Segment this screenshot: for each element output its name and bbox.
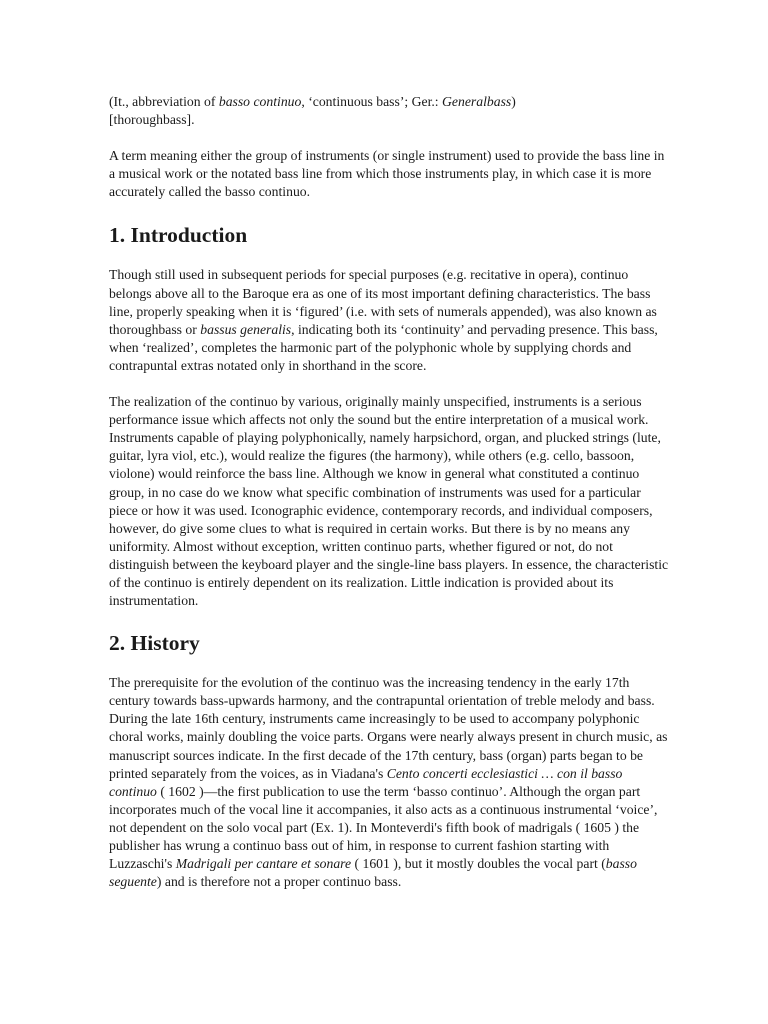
- paragraph-text: ( 1601 ), but it mostly doubles the vocal part (: [351, 856, 606, 872]
- section-heading-history: 2. History: [109, 631, 200, 656]
- title-cento-concerti: Cento concerti ecclesiastici … con il basso continuo: [109, 765, 623, 799]
- etymology-crossref: [thoroughbass].: [109, 112, 195, 128]
- etymology-paragraph: [109, 93, 672, 129]
- history-paragraph-1: [109, 674, 672, 891]
- introduction-paragraph-2: The realization of the continuo by various, originally mainly unspecified, instruments is a serious performance issue which affects not only the sound but the entire interpretation of a musical work. Instruments capable of playing polyphonically, namely harpsichord, organ, and plucked strings (lute, guitar, lyra viol, etc.), would realize the figures (the harmony), while others (e.g. cello, bassoon, violone) would reinforce the bass line. Although we know in general what constituted a continuo group, in no case do we know what specific combination of instruments was used for a particular piece or how it was used. Iconographic evidence, contemporary records, and individual composers, however, do give some clues to what is required in certain works. But there is by no means any uniformity. Almost without exception, written continuo parts, whether figured or not, do not distinguish between the keyboard player and the single-line bass players. In essence, the characteristic of the continuo is entirely dependent on its realization. Little indication is provided about its instrumentation.: [109, 394, 669, 609]
- paragraph-text: The prerequisite for the evolution of the continuo was the increasing tendency in the early 17th century towards bass-upwards harmony, and the contrapuntal orientation of treble melody and bass. During the late 16th century, instruments came increasingly to be used to accompany polyphonic choral works, mainly doubling the voice parts. Organs were nearly always present in church music, as manuscript sources indicate. In the first decade of the 17th century, bass (organ) parts began to be printed separately from the voices, as in Viadana's: [109, 675, 668, 781]
- paragraph-text: , indicating both its ‘continuity’ and pervading presence. This bass, when ‘realized’, completes the harmonic part of the polyphonic whole by supplying chords and contrapuntal extras notated only in shorthand in the score.: [109, 321, 658, 373]
- definition-paragraph: A term meaning either the group of instruments (or single instrument) used to provide the bass line in a musical work or the notated bass line from which those instruments play, in which case it is more accurately called the basso continuo.: [109, 148, 665, 200]
- paragraph-text: ) and is therefore not a proper continuo bass.: [156, 874, 402, 890]
- title-madrigali: Madrigali per cantare et sonare: [175, 856, 352, 872]
- section-heading-introduction: 1. Introduction: [109, 223, 248, 248]
- term-basso-seguente: basso seguente: [109, 856, 637, 890]
- term-bassus-generalis: bassus generalis: [200, 321, 292, 337]
- paragraph-text: Though still used in subsequent periods for special purposes (e.g. recitative in opera), continuo belongs above all to the Baroque era as one of its most important defining characteristics. The bass line, properly speaking when it is ‘figured’ (i.e. with sets of numerals appended), was also known as thoroughbass or: [109, 267, 657, 337]
- introduction-paragraph-1: [109, 266, 672, 375]
- etymology-text: ): [511, 94, 516, 109]
- etymology-term-basso-continuo: basso continuo: [218, 94, 302, 109]
- paragraph-text: ( 1602 )—the first publication to use the term ‘basso continuo’. Although the organ part incorporates much of the vocal line it accompanies, it also acts as a continuous instrumental ‘voice’, not dependent on the solo vocal part (Ex. 1). In Monteverdi's fifth book of madrigals ( 1605 ) the publisher has wrung a continuo bass out of him, in response to current fashion starting with Luzzaschi's: [109, 783, 658, 872]
- etymology-text: (It., abbreviation of: [109, 94, 219, 109]
- etymology-term-generalbass: Generalbass: [442, 94, 512, 109]
- etymology-text: , ‘continuous bass’; Ger.:: [301, 94, 443, 109]
